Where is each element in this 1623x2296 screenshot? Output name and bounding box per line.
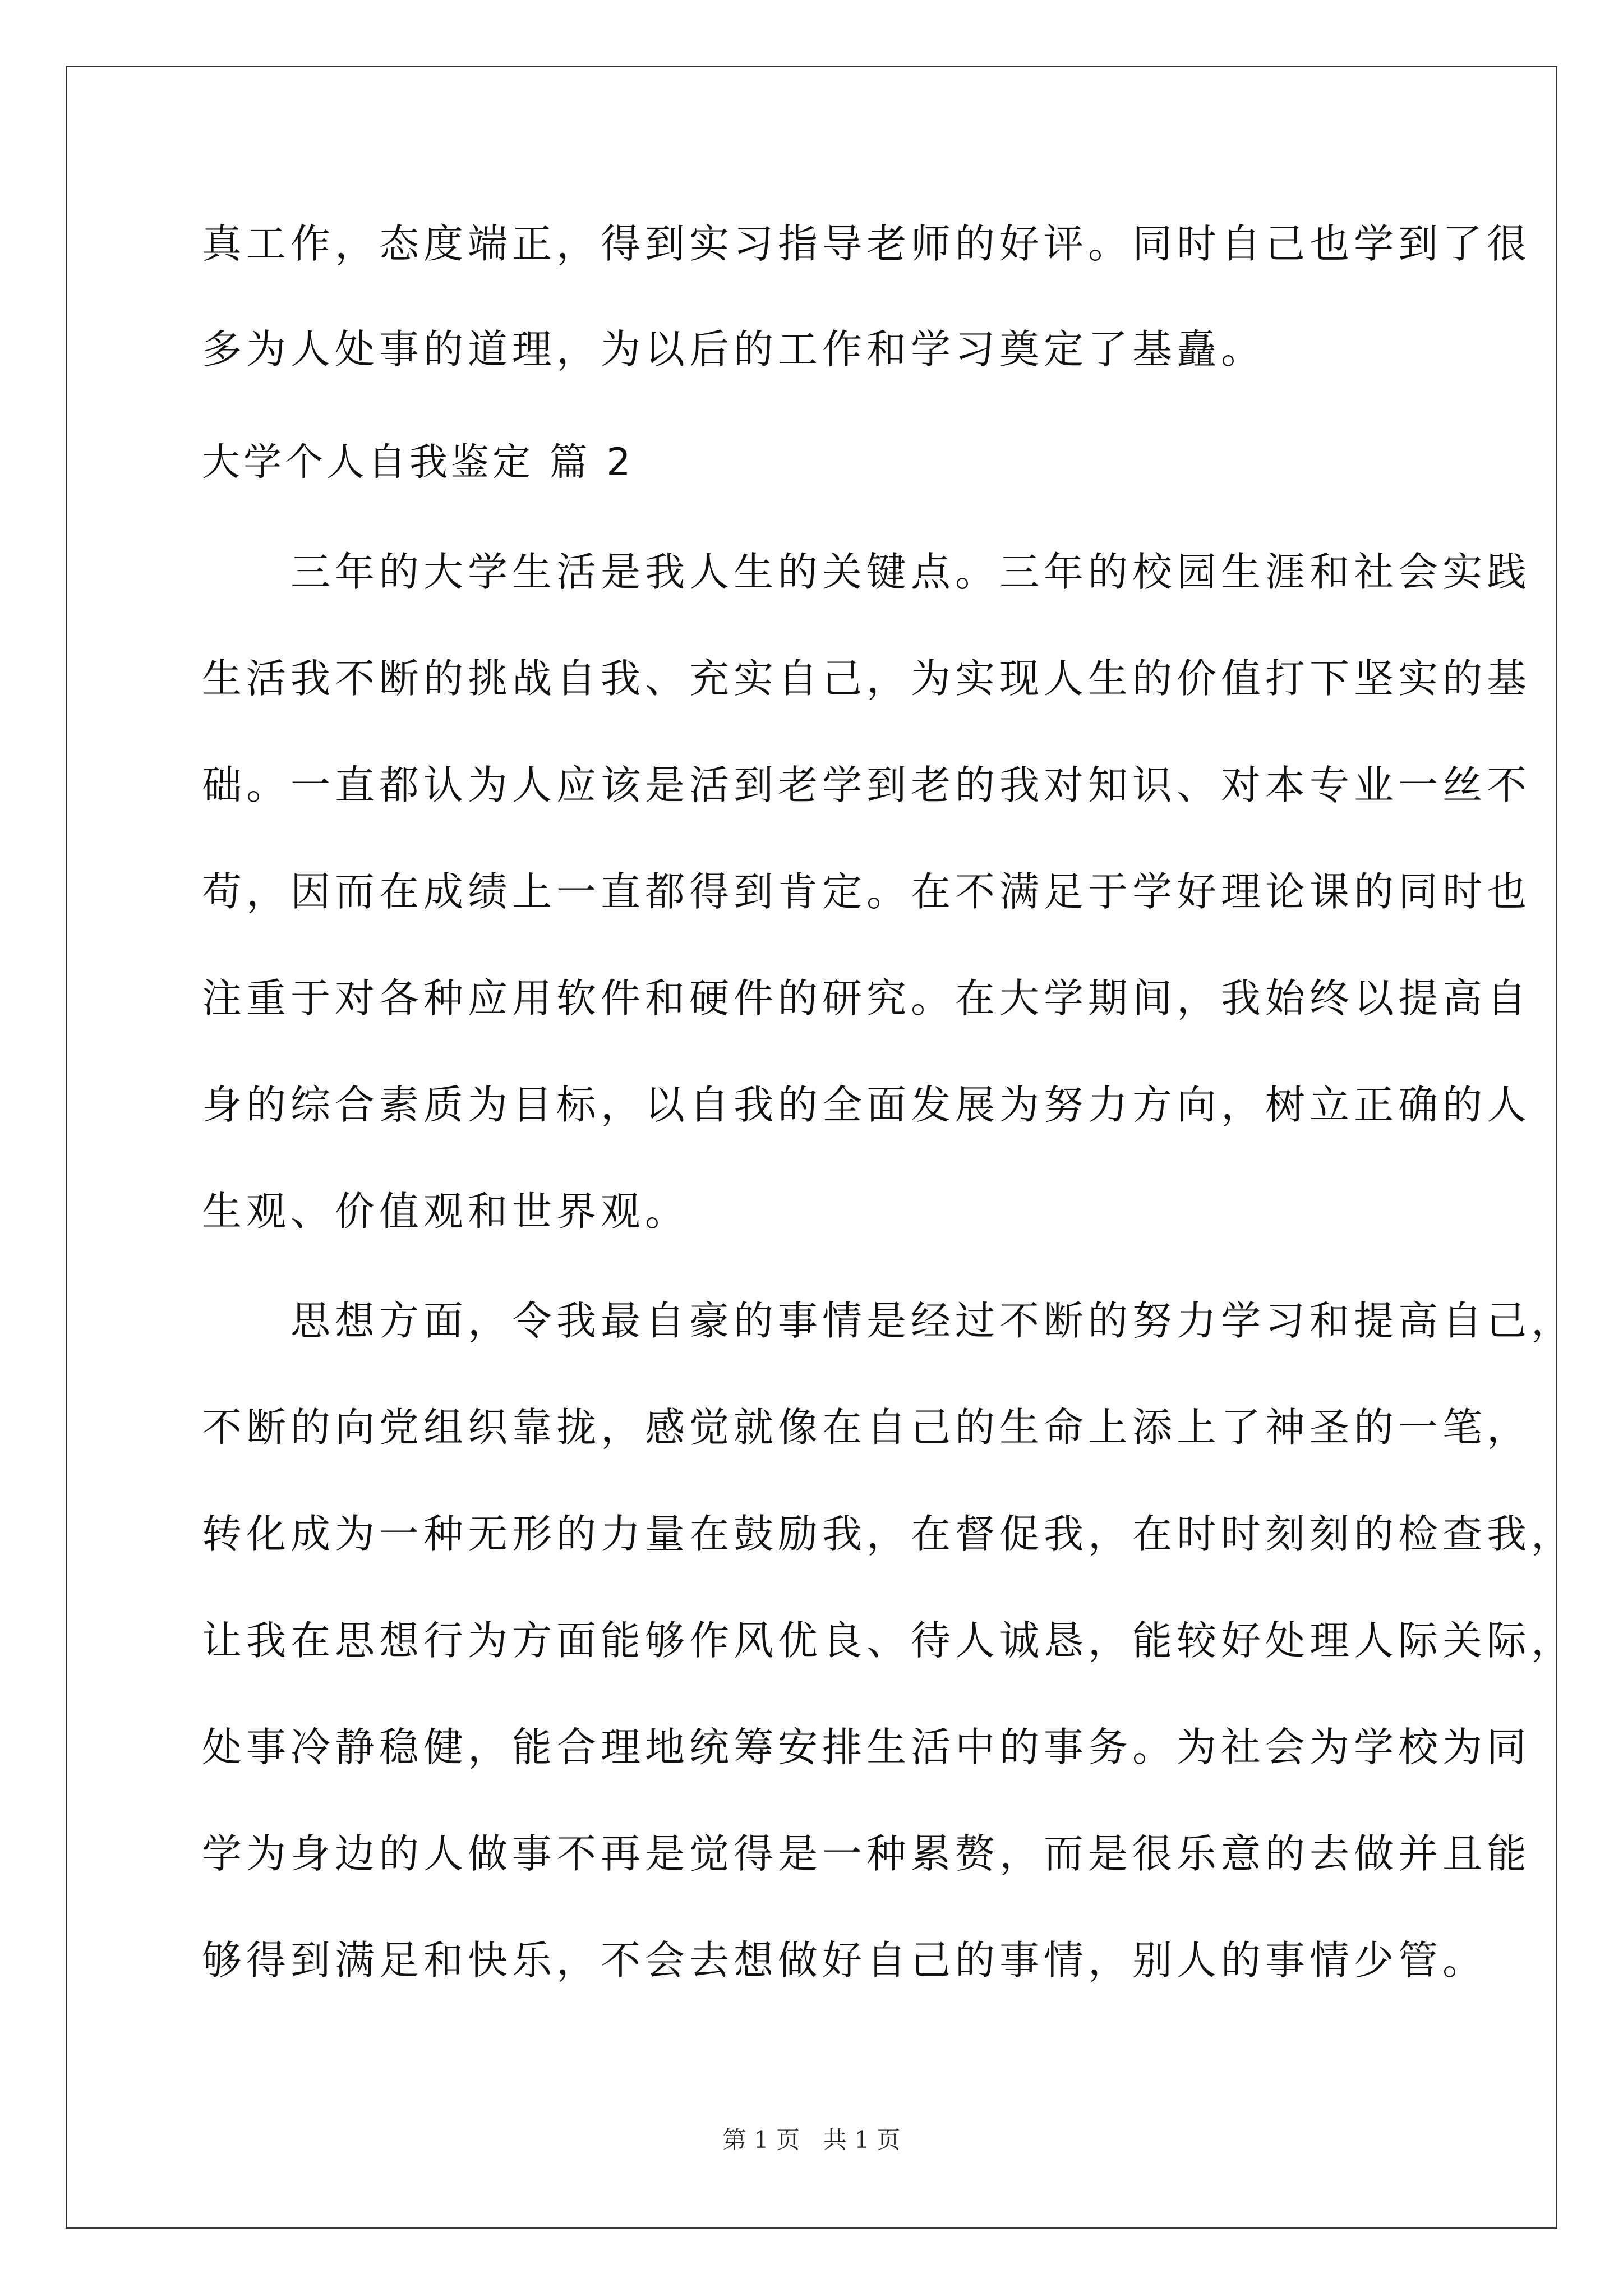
text-line: 真工作，态度端正，得到实习指导老师的好评。同时自己也学到了很 bbox=[202, 220, 1532, 267]
text-line: 让我在思想行为方面能够作风优良、待人诚恳，能较好处理人际关际， bbox=[202, 1617, 1576, 1664]
text-line: 三年的大学生活是我人生的关键点。三年的校园生涯和社会实践 bbox=[202, 549, 1532, 595]
text-line: 处事冷静稳健，能合理地统筹安排生活中的事务。为社会为学校为同 bbox=[202, 1724, 1532, 1770]
text-line: 身的综合素质为目标，以自我的全面发展为努力方向，树立正确的人 bbox=[202, 1082, 1532, 1128]
text-line: 生活我不断的挑战自我、充实自己，为实现人生的价值打下坚实的基 bbox=[202, 655, 1532, 702]
text-line: 转化成为一种无形的力量在鼓励我，在督促我，在时时刻刻的检查我， bbox=[202, 1511, 1576, 1557]
text-line: 思想方面，令我最自豪的事情是经过不断的努力学习和提高自己， bbox=[202, 1297, 1576, 1344]
text-line: 苟，因而在成绩上一直都得到肯定。在不满足于学好理论课的同时也 bbox=[202, 868, 1532, 915]
page-border bbox=[66, 66, 1557, 2229]
text-line: 生观、价值观和世界观。 bbox=[202, 1188, 690, 1235]
text-line: 多为人处事的道理，为以后的工作和学习奠定了基矗。 bbox=[202, 326, 1266, 372]
text-line: 不断的向党组织靠拢，感觉就像在自己的生命上添上了神圣的一笔， bbox=[202, 1404, 1532, 1451]
section-heading: 大学个人自我鉴定 篇 2 bbox=[202, 440, 634, 485]
text-line: 注重于对各种应用软件和硬件的研究。在大学期间，我始终以提高自 bbox=[202, 975, 1532, 1022]
text-line: 学为身边的人做事不再是觉得是一种累赘，而是很乐意的去做并且能 bbox=[202, 1830, 1532, 1877]
text-line: 础。一直都认为人应该是活到老学到老的我对知识、对本专业一丝不 bbox=[202, 762, 1532, 808]
page-number-footer: 第 1 页 共 1 页 bbox=[722, 2126, 901, 2154]
text-line: 够得到满足和快乐，不会去想做好自己的事情，别人的事情少管。 bbox=[202, 1937, 1487, 1984]
